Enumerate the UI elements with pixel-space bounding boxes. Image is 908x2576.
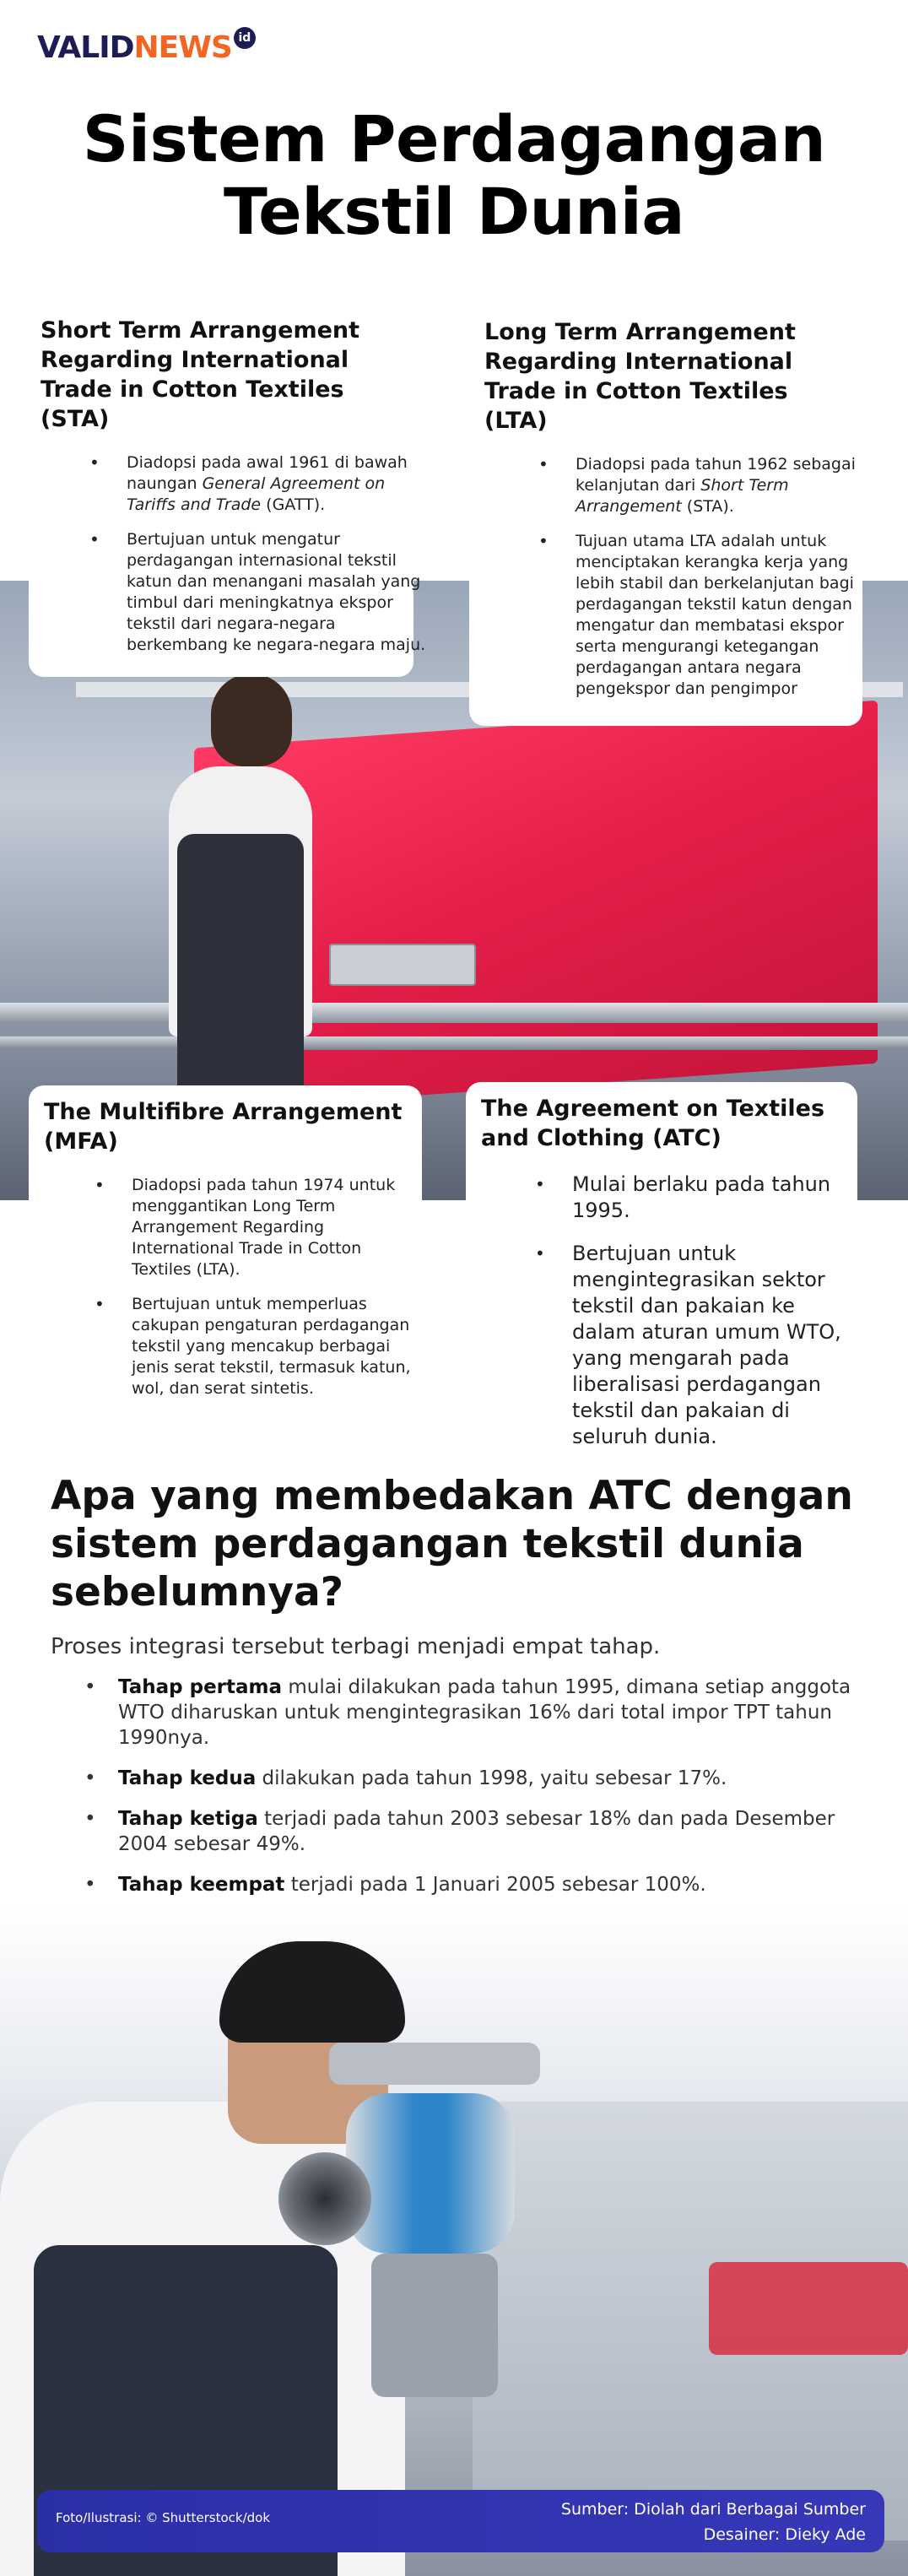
machine-roller — [0, 1003, 908, 1023]
control-panel — [329, 944, 476, 986]
page-title: Sistem Perdagangan Tekstil Dunia — [82, 101, 826, 249]
stage-4-text: terjadi pada 1 Januari 2005 sebesar 100%. — [284, 1874, 706, 1896]
validnews-logo[interactable] — [37, 30, 256, 65]
source-text: Sumber: Diolah dari Berbagai Sumber — [560, 2500, 866, 2519]
stage-1-text: mulai dilakukan pada tahun 1995, dimana setiap anggota WTO diharuskan untuk mengintegrasikan 16% dari total impor TPT tahun 1990nya. — [118, 1676, 851, 1749]
lta-bullet-1-text-b: (STA). — [681, 497, 734, 516]
machine-blade — [278, 2152, 371, 2245]
card-lta-bullet-1 — [576, 454, 862, 517]
logo-id-badge: id — [234, 27, 256, 49]
stages-list — [51, 1675, 861, 1913]
card-atc — [466, 1082, 857, 1453]
logo-text-valid: VALID — [37, 30, 134, 65]
background-red-cloth — [709, 2262, 908, 2355]
stage-item-3 — [51, 1806, 861, 1857]
stage-2-text: dilakukan pada tahun 1998, yaitu sebesar 17%. — [256, 1767, 727, 1789]
sta-bullet-1-text-b: (GATT). — [261, 495, 326, 514]
designer-text: Desainer: Dieky Ade — [703, 2525, 866, 2544]
footer-bar — [37, 2490, 884, 2552]
card-sta-bullet-1 — [127, 452, 439, 516]
stage-2-label: Tahap kedua — [118, 1767, 257, 1789]
cutting-machine-photo — [0, 1908, 908, 2576]
machine-base — [371, 2254, 498, 2397]
section-question-heading: Apa yang membedakan ATC dengan sistem perdagangan tekstil dunia sebelumnya? — [51, 1473, 853, 1615]
sta-bullet-1-italic: General Agreement on Tariffs and Trade — [127, 474, 386, 514]
card-atc-list — [481, 1172, 842, 1450]
section-intro-text: Proses integrasi tersebut terbagi menjadi empat tahap. — [51, 1634, 661, 1659]
card-sta-bullet-2: • Bertujuan untuk mengatur perdagangan internasional tekstil katun dan menangani masalah yang timbul dari meningkatnya ekspor tekstil dari negara-negara berkembang ke negara-negara maju. — [127, 529, 439, 656]
machine-motor — [346, 2093, 515, 2254]
card-sta-list — [41, 452, 439, 656]
worker-2-hair — [219, 1941, 405, 2043]
stage-1-label: Tahap pertama — [118, 1676, 283, 1698]
stage-item-1 — [51, 1675, 861, 1751]
card-mfa-heading: The Multifibre Arrangement (MFA) — [44, 1099, 403, 1155]
worker-figure — [143, 674, 304, 1146]
stage-4-label: Tahap keempat — [118, 1874, 285, 1896]
photo-credit: Foto/Ilustrasi: © Shutterstock/dok — [56, 2510, 271, 2525]
worker-head — [211, 674, 292, 766]
card-mfa-bullet-1: • Diadopsi pada tahun 1974 untuk menggantikan Long Term Arrangement Regarding International Trade in Cotton Textiles (LTA). — [132, 1175, 419, 1280]
lta-bullet-1-text-a: Diadopsi pada tahun 1962 sebagai kelanjutan dari — [576, 455, 856, 495]
stage-3-text: terjadi pada tahun 2003 sebesar 18% dan pada Desember 2004 sebesar 49%. — [118, 1808, 835, 1855]
card-lta — [469, 304, 862, 726]
card-lta-list — [484, 454, 862, 700]
card-mfa — [29, 1085, 422, 1457]
machine-handle — [329, 2043, 540, 2085]
card-atc-bullet-1: • Mulai berlaku pada tahun 1995. — [572, 1172, 842, 1224]
card-atc-bullet-2: • Bertujuan untuk mengintegrasikan sektor tekstil dan pakaian ke dalam aturan umum WTO, yang mengarah pada liberalisasi perdagangan tekstil dan pakaian di seluruh dunia. — [572, 1241, 842, 1450]
card-mfa-bullet-2: • Bertujuan untuk memperluas cakupan pengaturan perdagangan tekstil yang mencakup berbagai jenis serat tekstil, termasuk katun, wol, dan serat sintetis. — [132, 1294, 419, 1399]
stage-item-2 — [51, 1766, 861, 1791]
logo-text-news: NEWS — [133, 30, 232, 65]
card-mfa-list — [44, 1175, 419, 1399]
sta-bullet-1-text-a: Diadopsi pada awal 1961 di bawah naungan — [127, 453, 408, 493]
lta-bullet-1-italic: Short Term Arrangement — [576, 476, 789, 516]
card-sta — [29, 304, 426, 677]
card-lta-heading: Long Term Arrangement Regarding International Trade in Cotton Textiles (LTA) — [484, 319, 796, 434]
card-lta-bullet-2: • Tujuan utama LTA adalah untuk menciptakan kerangka kerja yang lebih stabil dan berkelanjutan bagi perdagangan tekstil katun dengan mengatur dan membatasi ekspor serta mengurangi ketegangan perdagangan antara negara pengekspor dan pengimpor — [576, 531, 862, 700]
machine-roller-lower — [0, 1036, 908, 1050]
stage-item-4 — [51, 1872, 861, 1897]
cutting-machine — [295, 2043, 549, 2397]
card-atc-heading: The Agreement on Textiles and Clothing (ATC) — [481, 1096, 825, 1151]
stage-3-label: Tahap ketiga — [118, 1808, 258, 1830]
card-sta-heading: Short Term Arrangement Regarding International Trade in Cotton Textiles (STA) — [41, 317, 360, 432]
